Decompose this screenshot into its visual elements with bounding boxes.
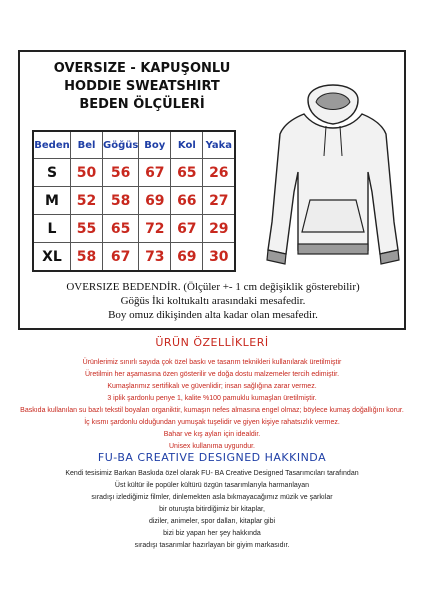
about-line: Üst kültür ile popüler kültürü özgün tasarımlarıyla harmanlayan — [114, 482, 310, 489]
size-chart-title — [42, 60, 242, 114]
size-table-header-row — [33, 131, 235, 159]
header-gogus: Göğüs — [103, 131, 139, 159]
features-list — [0, 357, 424, 453]
table-row — [33, 187, 235, 215]
feature-line: Unisex kullanıma uygundur. — [169, 443, 255, 450]
about-line: diziler, animeler, spor dalları, kitaplar gibi — [148, 518, 276, 525]
header-bel: Bel — [71, 131, 103, 159]
table-cell: 66 — [171, 187, 203, 215]
feature-line: Üretilmin her aşamasına özen gösterilir ve doğa dostu malzemeler tercih edimiştir. — [84, 371, 340, 378]
hoodie-illustration — [264, 72, 402, 272]
table-cell: 65 — [171, 159, 203, 187]
about-text — [0, 468, 424, 552]
about-line: Kendi tesisimiz Barkan Baskıda özel olarak FU- BA Creative Designed Tasarımcıları tarafından — [65, 470, 359, 477]
table-row — [33, 215, 235, 243]
feature-line: Kumaşlarımız sertifikalı ve güvenlidir; insan sağlığına zarar vermez. — [107, 383, 317, 390]
features-title: ÜRÜN ÖZELLİKLERİ — [155, 336, 269, 349]
table-cell: 67 — [103, 243, 139, 272]
header-boy: Boy — [139, 131, 171, 159]
table-cell: 50 — [71, 159, 103, 187]
table-cell: 52 — [71, 187, 103, 215]
about-line: sıradışı tasarımlar hazırlayan bir giyim markasıdır. — [134, 542, 290, 549]
title-line-1: OVERSIZE - KAPUŞONLU — [53, 61, 231, 76]
table-cell: 55 — [71, 215, 103, 243]
size-label: XL — [33, 243, 71, 272]
table-cell: 56 — [103, 159, 139, 187]
note-line: Boy omuz dikişinden alta kadar olan mesafedir. — [108, 309, 318, 321]
size-label: M — [33, 187, 71, 215]
table-cell: 67 — [139, 159, 171, 187]
table-cell: 73 — [139, 243, 171, 272]
table-cell: 65 — [103, 215, 139, 243]
about-title: FU-BA CREATIVE DESIGNED HAKKINDA — [97, 451, 327, 464]
header-yaka: Yaka — [203, 131, 236, 159]
title-line-2: HODDIE SWEATSHIRT — [64, 79, 220, 94]
table-cell: 67 — [171, 215, 203, 243]
note-line: OVERSIZE BEDENDİR. (Ölçüler +- 1 cm değişiklik gösterebilir) — [66, 281, 360, 293]
feature-line: 3 iplik şardonlu penye 1, kalite %100 pamuklu kumaşlan üretilmiştir. — [107, 395, 317, 402]
table-cell: 30 — [203, 243, 236, 272]
size-label: S — [33, 159, 71, 187]
header-kol: Kol — [171, 131, 203, 159]
table-row — [33, 159, 235, 187]
feature-line: Baskıda kullanılan su bazlı tekstil boyaları organiktir, kumaşın nefes almasına engel olmaz; böylece kumaş doğallığını korur. — [20, 407, 404, 414]
table-cell: 26 — [203, 159, 236, 187]
feature-line: İç kısmı şardonlu olduğundan yumuşak tuşelidir ve giyen kişiye rahatsızlık vermez. — [84, 419, 340, 426]
table-cell: 69 — [171, 243, 203, 272]
table-cell: 29 — [203, 215, 236, 243]
size-chart-card — [18, 50, 406, 330]
about-line: sıradışı izlediğimiz filmler, dinlemekten asla bıkmayacağımız müzik ve şarkılar — [91, 494, 333, 501]
note-line: Göğüs İki koltukaltı arasındaki mesafedir. — [120, 295, 306, 307]
table-cell: 58 — [103, 187, 139, 215]
table-row — [33, 243, 235, 272]
title-line-3: BEDEN ÖLÇÜLERİ — [79, 97, 205, 112]
about-line: bizi biz yapan her şey hakkında — [163, 530, 261, 537]
table-cell: 72 — [139, 215, 171, 243]
size-table — [32, 130, 236, 272]
table-cell: 27 — [203, 187, 236, 215]
feature-line: Bahar ve kış ayları için idealdir. — [163, 431, 261, 438]
table-cell: 69 — [139, 187, 171, 215]
size-notes — [28, 280, 398, 322]
table-cell: 58 — [71, 243, 103, 272]
about-line: bir oturuşta bitirdiğimiz bir kitaplar, — [159, 506, 265, 513]
size-label: L — [33, 215, 71, 243]
feature-line: Ürünlerimiz sınırlı sayıda çok özel baskı ve tasarım teknikleri kullanılarak üretilmiştir — [82, 359, 342, 366]
header-beden: Beden — [33, 131, 71, 159]
